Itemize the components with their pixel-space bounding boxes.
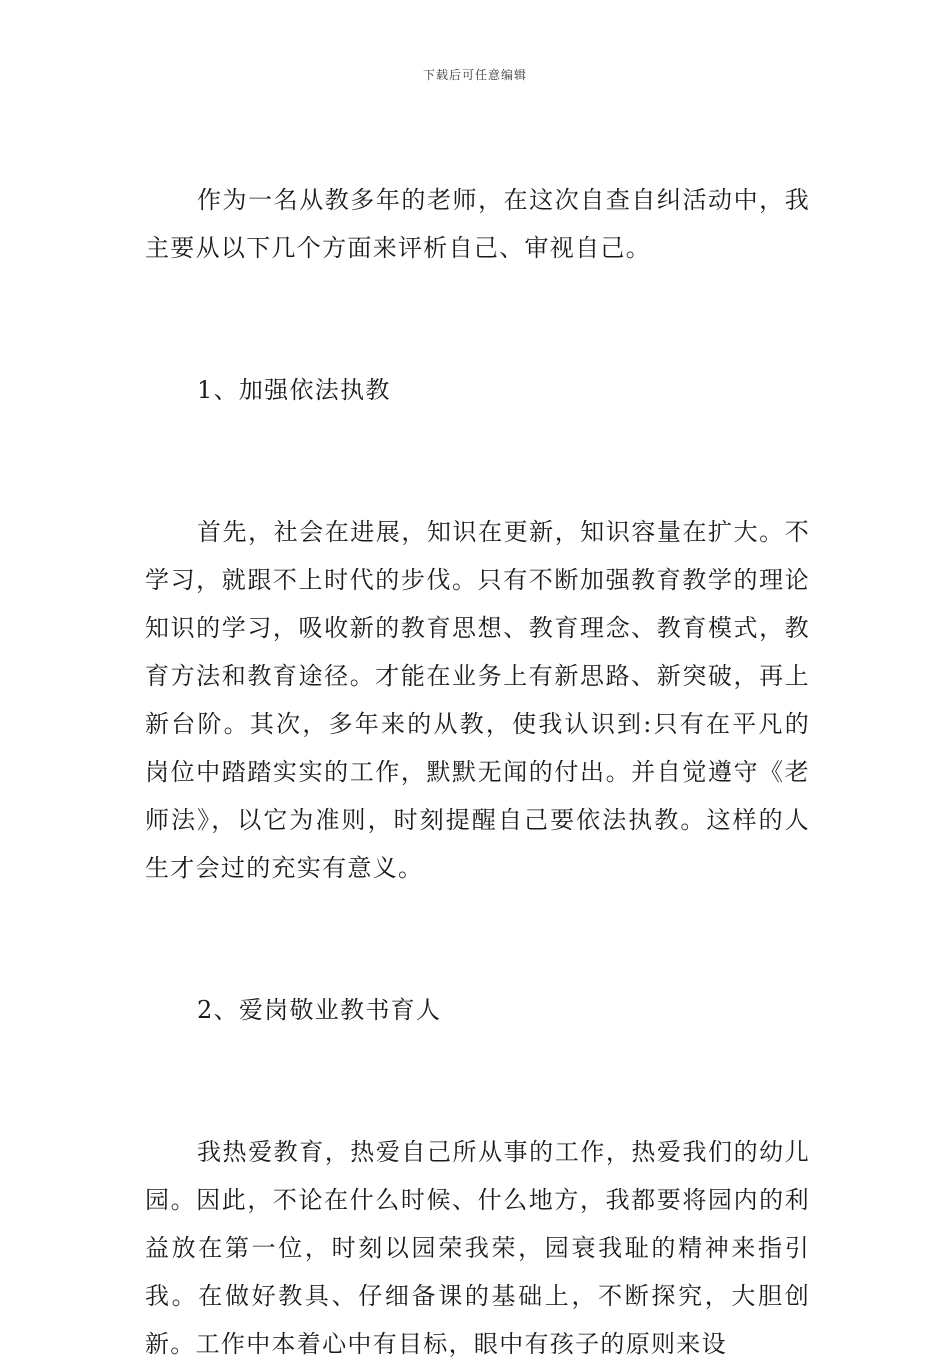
intro-paragraph: 作为一名从教多年的老师，在这次自查自纠活动中，我主要从以下几个方面来评析自己、审视自己。	[145, 186, 810, 262]
paragraph-gap	[145, 272, 810, 366]
header-note: 下载后可任意编辑	[422, 68, 527, 82]
section-1-paragraph: 首先，社会在进展，知识在更新，知识容量在扩大。不学习，就跟不上时代的步伐。只有不断加强教育教学的理论知识的学习，吸收新的教育思想、教育理念、教育模式，教育方法和教育途径。才能在业务上有新思路、新突破，再上新台阶。其次，多年来的从教，使我认识到:只有在平凡的岗位中踏踏实实的工作，默默无闻的付出。并自觉遵守《老师法》，以它为准则，时刻提醒自己要依法执教。这样的人生才会过的充实有意义。	[145, 518, 810, 882]
section-2-heading: 2、爱岗敬业教书育人	[197, 996, 442, 1024]
section-2-paragraph: 我热爱教育，热爱自己所从事的工作，热爱我们的幼儿园。因此，不论在什么时候、什么地方，我都要将园内的利益放在第一位，时刻以园荣我荣，园衰我耻的精神来指引我。在做好教具、仔细备课的基础上，不断探究，大胆创新。工作中本着心中有目标，眼中有孩子的原则来设	[145, 1138, 810, 1358]
paragraph-gap	[145, 892, 810, 986]
document-body	[145, 176, 810, 1368]
paragraph-gap	[145, 1034, 810, 1128]
section-1-heading: 1、加强依法执教	[197, 376, 391, 404]
paragraph-gap	[145, 414, 810, 508]
